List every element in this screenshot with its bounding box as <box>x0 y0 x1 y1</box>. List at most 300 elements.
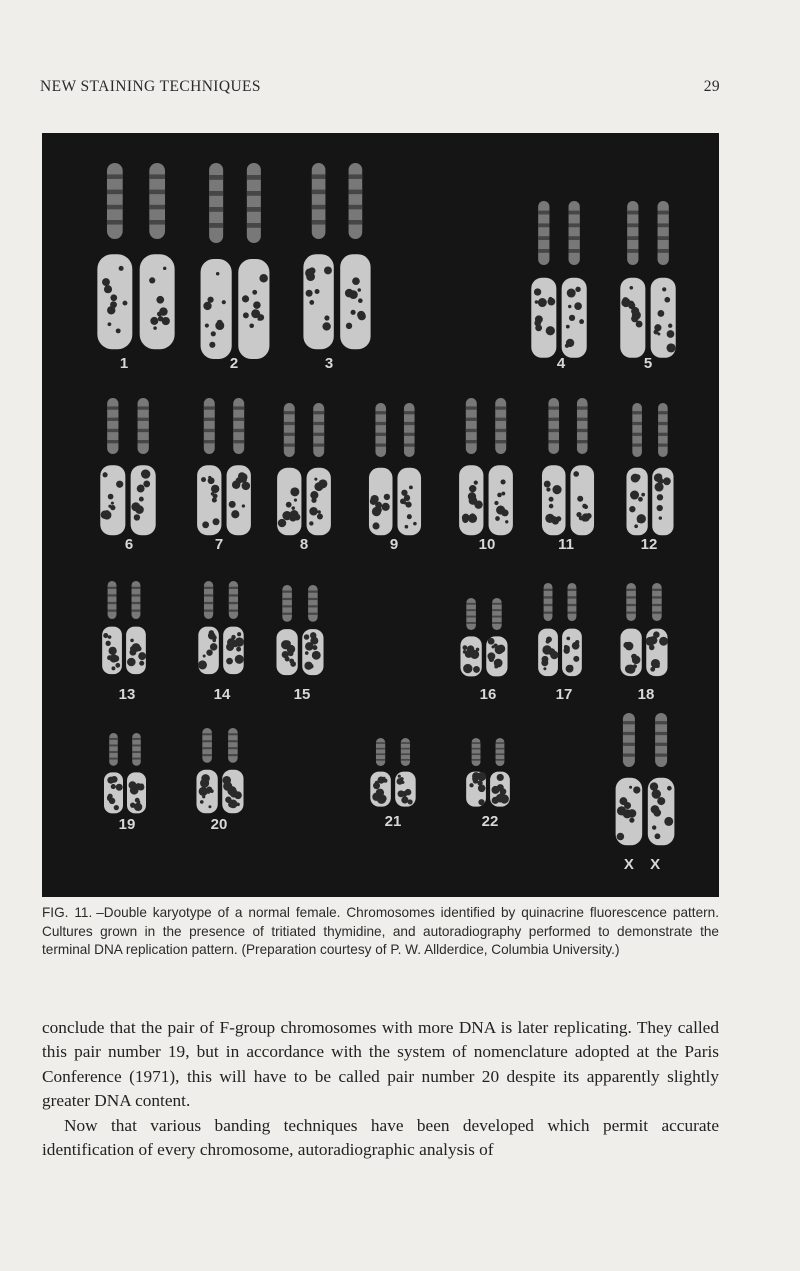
silver-grain <box>658 310 665 317</box>
silver-grain <box>111 502 114 505</box>
silver-grain <box>156 296 164 304</box>
silver-grain <box>211 331 216 336</box>
chromosome-band <box>209 223 223 228</box>
label-22: 22 <box>481 813 499 830</box>
silver-grain <box>667 330 675 338</box>
chromosome-band <box>577 429 588 432</box>
chromosome-band <box>652 589 662 591</box>
chromosome-band <box>313 422 324 425</box>
label-19: 19 <box>118 816 136 833</box>
silver-grain <box>478 799 484 805</box>
chromosome-band <box>109 758 118 760</box>
chromosome-band <box>401 748 410 750</box>
chromosome-pair-x <box>610 713 680 848</box>
chromosome-band <box>655 743 667 746</box>
chromosome-band <box>568 612 577 614</box>
chromosome-band <box>132 758 141 760</box>
silver-grain <box>384 494 390 500</box>
silver-grain <box>534 320 541 327</box>
silver-grain <box>116 328 121 333</box>
silver-grain <box>251 309 260 318</box>
silver-grain <box>305 651 309 655</box>
chromosome-pair-15 <box>272 585 328 677</box>
silver-grain <box>253 301 261 309</box>
silver-grain <box>463 664 472 673</box>
silver-grain <box>567 289 576 298</box>
label-13: 13 <box>118 686 136 703</box>
silver-grain <box>568 665 573 670</box>
chromosome-band <box>228 740 238 742</box>
silver-grain <box>659 516 662 519</box>
silver-grain <box>104 285 112 293</box>
silver-grain <box>201 477 206 482</box>
silver-grain <box>111 784 116 789</box>
silver-grain <box>664 297 670 303</box>
silver-grain <box>617 833 625 841</box>
silver-grain <box>103 633 108 638</box>
silver-grain <box>573 656 579 662</box>
chromosome-band <box>107 429 118 432</box>
chromosome-band <box>233 440 244 443</box>
silver-grain <box>346 323 352 329</box>
fluorescent-chromosome <box>492 598 502 630</box>
silver-grain <box>236 647 241 652</box>
silver-grain <box>573 471 579 477</box>
chromosome-band <box>466 429 477 432</box>
paragraph: conclude that the pair of F-group chromosomes with more DNA is later replicating. They called this pair number 19, but in accordance with the system of nomenclature adopted at the Paris Conference (1971), this will have to be called pair number 20 despite its apparently slightly greater DNA content. <box>42 1018 719 1111</box>
chromosome-band <box>495 440 506 443</box>
silver-grain <box>577 496 583 502</box>
silver-grain <box>541 659 548 666</box>
silver-grain <box>107 796 111 800</box>
chromosome-pair-14 <box>194 581 248 676</box>
chromosome-band <box>228 754 238 756</box>
chromosome-band <box>312 205 326 210</box>
label-3: 3 <box>324 355 334 372</box>
silver-grain <box>545 514 554 523</box>
silver-grain <box>345 289 354 298</box>
silver-grain <box>650 667 655 672</box>
silver-grain <box>546 487 550 491</box>
silver-grain <box>232 481 240 489</box>
chromosome-band <box>109 738 118 740</box>
silver-grain <box>628 301 634 307</box>
chromosome-band <box>466 603 476 605</box>
chromosome-band <box>538 249 549 253</box>
silver-grain <box>502 509 509 516</box>
silver-grain <box>469 783 473 787</box>
chromosome-band <box>247 223 261 228</box>
silver-grain <box>163 267 166 270</box>
fluorescent-chromosome <box>495 398 506 454</box>
silver-grain <box>375 507 382 514</box>
silver-grain <box>203 302 211 310</box>
silver-grain <box>312 651 321 660</box>
silver-grain <box>143 481 150 488</box>
silver-grain <box>495 516 500 521</box>
chromosome-band <box>349 220 363 225</box>
chromosome-band <box>107 406 118 409</box>
silver-grain <box>278 519 286 527</box>
silver-grain <box>134 514 140 520</box>
fluorescent-chromosome <box>228 728 238 763</box>
chromosome-band <box>466 418 477 421</box>
chromosome-band <box>376 748 385 750</box>
label-12: 12 <box>640 536 658 553</box>
chromosome-band <box>544 604 553 606</box>
chromosome-band <box>376 759 385 761</box>
chromosome-band <box>652 612 662 614</box>
chromosome-band <box>655 732 667 735</box>
silver-grain <box>409 485 413 489</box>
silver-grain <box>494 665 498 669</box>
chromosome-band <box>496 748 505 750</box>
silver-grain <box>108 505 111 508</box>
silver-grain <box>401 796 408 803</box>
silver-grain <box>351 310 356 315</box>
silver-grain <box>408 799 413 804</box>
silver-grain <box>398 790 405 797</box>
chromosome-band <box>626 612 636 614</box>
silver-grain <box>109 647 117 655</box>
chromosome-band <box>496 759 505 761</box>
silver-grain <box>209 342 215 348</box>
chromosome-pair-19 <box>100 733 150 815</box>
label-9: 9 <box>389 536 399 553</box>
silver-grain <box>134 803 142 811</box>
chromosome-band <box>202 733 212 735</box>
chromosome-band <box>577 418 588 421</box>
chromosome-band <box>308 613 318 615</box>
chromosome-band <box>548 418 559 421</box>
chromosome-band <box>404 422 415 425</box>
silver-grain <box>153 326 157 330</box>
chromosome-band <box>202 754 212 756</box>
silver-grain <box>137 485 145 493</box>
silver-grain <box>582 504 587 509</box>
silver-grain <box>569 315 575 321</box>
silver-grain <box>315 289 320 294</box>
chromosome-band <box>655 721 667 724</box>
chromosome-band <box>569 249 580 253</box>
label-15: 15 <box>293 686 311 703</box>
chromosome-band <box>632 411 642 414</box>
silver-grain <box>111 666 115 670</box>
silver-grain <box>535 300 539 304</box>
chromosome-band <box>313 411 324 414</box>
chromosome-band <box>658 422 668 425</box>
silver-grain <box>575 640 579 644</box>
silver-grain <box>552 485 561 494</box>
silver-grain <box>358 312 366 320</box>
chromosome-pair-11 <box>537 398 599 538</box>
silver-grain <box>108 494 114 500</box>
silver-grain <box>222 300 226 304</box>
chromosome-pair-4 <box>526 201 592 361</box>
chromosome-band <box>658 223 669 227</box>
label-10: 10 <box>478 536 496 553</box>
silver-grain <box>546 326 555 335</box>
silver-grain <box>111 776 118 783</box>
silver-grain <box>495 645 504 654</box>
silver-grain <box>309 507 318 516</box>
silver-grain <box>668 324 672 328</box>
silver-grain <box>226 643 234 651</box>
chromosome-band <box>627 236 638 240</box>
chromosome-band <box>108 587 117 589</box>
fluorescent-chromosome <box>149 163 165 239</box>
silver-grain <box>199 661 205 667</box>
chromosome-band <box>538 236 549 240</box>
label-16: 16 <box>479 686 497 703</box>
silver-grain <box>229 501 236 508</box>
chromosome-band <box>209 207 223 212</box>
chromosome-band <box>577 440 588 443</box>
silver-grain <box>131 502 140 511</box>
fluorescent-chromosome <box>623 713 635 767</box>
silver-grain <box>114 805 119 810</box>
silver-grain <box>213 518 220 525</box>
fluorescent-chromosome <box>204 398 215 454</box>
silver-grain <box>586 513 592 519</box>
chromosome-band <box>202 740 212 742</box>
chromosome-band <box>466 616 476 618</box>
silver-grain <box>556 516 561 521</box>
silver-grain <box>476 648 480 652</box>
chromosome-band <box>282 605 292 607</box>
label-4: 4 <box>556 355 566 372</box>
chromosome-band <box>349 174 363 179</box>
chromosome-band <box>375 411 386 414</box>
silver-grain <box>317 514 323 520</box>
chromosome-band <box>627 211 638 215</box>
chromosome-band <box>544 596 553 598</box>
chromosome-band <box>132 751 141 753</box>
silver-grain <box>380 795 387 802</box>
silver-grain <box>401 490 407 496</box>
chromosome-band <box>313 444 324 447</box>
chromosome-band <box>496 742 505 744</box>
karyotype-figure <box>42 133 719 897</box>
chromosome-band <box>107 174 123 179</box>
silver-grain <box>150 317 158 325</box>
chromosome-band <box>204 429 215 432</box>
silver-grain <box>549 497 554 502</box>
silver-grain <box>314 482 323 491</box>
chromosome-band <box>626 589 636 591</box>
figure-caption-label: FIG. 11. <box>42 905 93 920</box>
chromosome-pair-18 <box>616 583 672 678</box>
chromosome-band <box>247 207 261 212</box>
fluorescent-chromosome <box>466 398 477 454</box>
chromosome-band <box>375 433 386 436</box>
chromosome-band <box>658 411 668 414</box>
silver-grain <box>473 666 480 673</box>
label-x-x: X X <box>623 856 667 873</box>
silver-grain <box>400 777 404 781</box>
silver-grain <box>235 655 244 664</box>
chromosome-band <box>496 753 505 755</box>
fluorescent-chromosome <box>655 713 667 767</box>
silver-grain <box>658 478 664 484</box>
silver-grain <box>306 290 313 297</box>
silver-grain <box>634 524 638 528</box>
silver-grain <box>630 491 639 500</box>
silver-grain <box>294 499 297 502</box>
chromosome-band <box>229 610 238 612</box>
silver-grain <box>534 288 541 295</box>
chromosome-band <box>229 602 238 604</box>
silver-grain <box>357 288 361 292</box>
chromosome-pair-10 <box>454 398 518 538</box>
silver-grain <box>202 521 209 528</box>
silver-grain <box>309 267 316 274</box>
fluorescent-chromosome <box>577 398 588 454</box>
silver-grain <box>201 774 210 783</box>
silver-grain <box>657 494 663 500</box>
silver-grain <box>398 775 401 778</box>
fluorescent-chromosome <box>132 733 141 766</box>
fluorescent-chromosome <box>107 398 118 454</box>
label-11: 11 <box>558 536 574 553</box>
silver-grain <box>375 781 379 785</box>
silver-grain <box>667 786 672 791</box>
label-20: 20 <box>210 816 228 833</box>
label-8: 8 <box>299 536 309 553</box>
chromosome-band <box>472 753 481 755</box>
chromosome-band <box>132 744 141 746</box>
label-2: 2 <box>229 355 239 372</box>
chromosome-band <box>349 190 363 195</box>
silver-grain <box>309 521 313 525</box>
chromosome-band <box>312 190 326 195</box>
chromosome-pair-6 <box>95 398 161 538</box>
chromosome-band <box>548 406 559 409</box>
silver-grain <box>628 665 634 671</box>
silver-grain <box>252 290 257 295</box>
silver-grain <box>223 782 232 791</box>
silver-grain <box>284 640 291 647</box>
chromosome-band <box>202 747 212 749</box>
chromosome-band <box>308 591 318 593</box>
silver-grain <box>547 298 555 306</box>
silver-grain <box>652 789 661 798</box>
chromosome-band <box>247 175 261 180</box>
silver-grain <box>663 477 671 485</box>
body-text <box>42 1016 719 1162</box>
chromosome-band <box>138 406 149 409</box>
chromosome-band <box>658 433 668 436</box>
autoradiograph-chromosome <box>340 254 370 349</box>
chromosome-band <box>495 418 506 421</box>
chromosome-band <box>107 440 118 443</box>
silver-grain <box>474 500 482 508</box>
chromosome-band <box>108 594 117 596</box>
silver-grain <box>413 522 417 526</box>
chromosome-band <box>495 406 506 409</box>
chromosome-band <box>107 220 123 225</box>
label-5: 5 <box>643 355 653 372</box>
silver-grain <box>216 272 219 275</box>
chromosome-band <box>308 598 318 600</box>
chromosome-band <box>652 596 662 598</box>
silver-grain <box>139 661 144 666</box>
chromosome-band <box>404 444 415 447</box>
silver-grain <box>497 774 504 781</box>
chromosome-band <box>401 753 410 755</box>
silver-grain <box>651 659 660 668</box>
chromosome-band <box>568 589 577 591</box>
chromosome-band <box>623 721 635 724</box>
fluorescent-chromosome <box>138 398 149 454</box>
chromosome-band <box>401 759 410 761</box>
silver-grain <box>314 478 317 481</box>
chromosome-band <box>204 440 215 443</box>
chromosome-band <box>538 211 549 215</box>
silver-grain <box>401 781 404 784</box>
chromosome-band <box>652 604 662 606</box>
chromosome-band <box>472 742 481 744</box>
chromosome-band <box>466 609 476 611</box>
silver-grain <box>629 286 633 290</box>
chromosome-band <box>626 596 636 598</box>
chromosome-band <box>472 748 481 750</box>
page-number: 29 <box>703 78 720 95</box>
fluorescent-chromosome <box>202 728 212 763</box>
chromosome-band <box>627 223 638 227</box>
silver-grain <box>631 307 639 315</box>
silver-grain <box>657 333 660 336</box>
chromosome-band <box>655 754 667 757</box>
chromosome-band <box>149 174 165 179</box>
chromosome-band <box>312 220 326 225</box>
silver-grain <box>231 635 235 639</box>
chromosome-band <box>658 444 668 447</box>
chromosome-band <box>138 429 149 432</box>
silver-grain <box>130 639 134 643</box>
silver-grain <box>624 802 631 809</box>
silver-grain <box>566 339 574 347</box>
silver-grain <box>304 634 310 640</box>
silver-grain <box>629 506 635 512</box>
chromosome-band <box>492 609 502 611</box>
silver-grain <box>115 663 120 668</box>
chromosome-band <box>107 190 123 195</box>
silver-grain <box>249 323 254 328</box>
chromosome-band <box>138 418 149 421</box>
chromosome-pair-16 <box>456 598 512 678</box>
figure-caption-text: –Double karyotype of a normal female. Chromosomes identified by quinacrine fluorescence pattern. Cultures grown in the presence of tritiated thymidine, and autoradiography performed to demonstrate the terminal DNA replication pattern. (Preparation courtesy of P. W. Allderdice, Columbia University.) <box>42 905 719 957</box>
autoradiograph-chromosome <box>489 465 513 535</box>
silver-grain <box>629 818 634 823</box>
silver-grain <box>566 637 570 641</box>
chromosome-band <box>233 406 244 409</box>
silver-grain <box>544 645 550 651</box>
silver-grain <box>497 493 502 498</box>
chromosome-pair-5 <box>615 201 681 361</box>
chromosome-band <box>404 411 415 414</box>
silver-grain <box>309 300 314 305</box>
silver-grain <box>102 472 107 477</box>
silver-grain <box>657 797 665 805</box>
label-21: 21 <box>384 813 402 830</box>
silver-grain <box>208 477 215 484</box>
chromosome-pair-1 <box>90 163 182 353</box>
chromosome-band <box>109 744 118 746</box>
silver-grain <box>544 481 551 488</box>
chromosome-band <box>204 406 215 409</box>
silver-grain <box>231 510 239 518</box>
